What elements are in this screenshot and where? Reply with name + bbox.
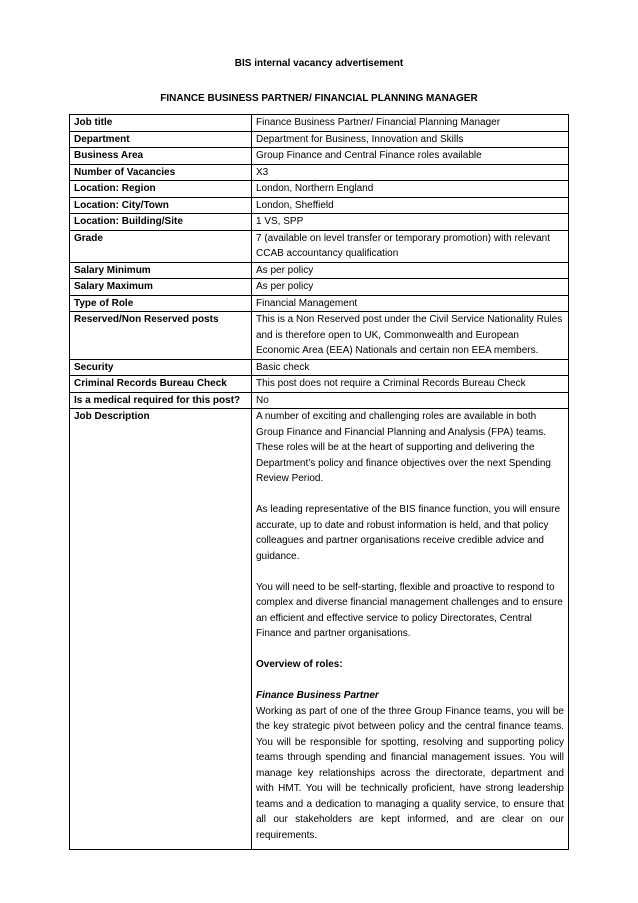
row-label: Location: Building/Site bbox=[70, 214, 252, 231]
document-title: BIS internal vacancy advertisement bbox=[234, 58, 404, 69]
table-row bbox=[70, 279, 569, 296]
row-value: Group Finance and Central Finance roles available bbox=[252, 148, 569, 165]
row-label: Salary Maximum bbox=[70, 279, 252, 296]
vacancy-table-body bbox=[70, 115, 569, 850]
row-value: Financial Management bbox=[252, 295, 569, 312]
row-label: Location: City/Town bbox=[70, 197, 252, 214]
table-row bbox=[70, 148, 569, 165]
job-description-paragraph: You will need to be self-starting, flexible and proactive to respond to complex and diverse financial management challenges and to ensure an efficient and effective service to policy Directorates, Central Finance and partner organisations. bbox=[256, 581, 563, 639]
table-row bbox=[70, 376, 569, 393]
row-value: No bbox=[252, 392, 569, 409]
row-label: Grade bbox=[70, 230, 252, 262]
row-label: Reserved/Non Reserved posts bbox=[70, 312, 252, 360]
role-block bbox=[256, 688, 564, 843]
job-description-paragraph: A number of exciting and challenging roles are available in both Group Finance and Financial Planning and Analysis (FPA) teams. These roles will be at the heart of supporting and delivering the Department’s policy and finance objectives over the next Spending Review Period. bbox=[256, 411, 551, 484]
table-row bbox=[70, 115, 569, 132]
table-row bbox=[70, 197, 569, 214]
job-description-row bbox=[70, 409, 569, 850]
row-label: Criminal Records Bureau Check bbox=[70, 376, 252, 393]
job-description-text bbox=[252, 409, 569, 850]
row-label: Department bbox=[70, 131, 252, 148]
row-value: London, Northern England bbox=[252, 181, 569, 198]
table-row bbox=[70, 312, 569, 360]
table-row bbox=[70, 262, 569, 279]
row-value: London, Sheffield bbox=[252, 197, 569, 214]
document-subtitle: FINANCE BUSINESS PARTNER/ FINANCIAL PLANNING MANAGER bbox=[160, 93, 478, 104]
row-value: Finance Business Partner/ Financial Planning Manager bbox=[252, 115, 569, 132]
table-row bbox=[70, 295, 569, 312]
row-label: Location: Region bbox=[70, 181, 252, 198]
overview-heading: Overview of roles: bbox=[256, 659, 343, 670]
row-value: 7 (available on level transfer or temporary promotion) with relevant CCAB accountancy qualification bbox=[252, 230, 569, 262]
row-label: Security bbox=[70, 359, 252, 376]
row-value: X3 bbox=[252, 164, 569, 181]
table-row bbox=[70, 214, 569, 231]
row-label: Is a medical required for this post? bbox=[70, 392, 252, 409]
row-value: This is a Non Reserved post under the Civil Service Nationality Rules and is therefore open to UK, Commonwealth and European Economic Area (EEA) Nationals and certain non EEA members. bbox=[252, 312, 569, 360]
vacancy-table bbox=[69, 114, 569, 850]
role-text: Working as part of one of the three Group Finance teams, you will be the key strategic pivot between policy and the central finance teams. You will be responsible for spotting, resolving and supporting policy teams through spending and financial management issues. You will manage key relationships across the directorate, department and with HMT. You will be technically proficient, have strong leadership teams and a dedication to managing a quality service, to ensure that all our stakeholders are kept informed, and are clear on our requirements. bbox=[256, 705, 564, 841]
table-row bbox=[70, 164, 569, 181]
job-description-paragraph: As leading representative of the BIS finance function, you will ensure accurate, up to date and robust information is held, and that policy colleagues and partner organisations receive credible advice and guidance. bbox=[256, 504, 561, 562]
table-row bbox=[70, 392, 569, 409]
row-value: 1 VS, SPP bbox=[252, 214, 569, 231]
row-label: Number of Vacancies bbox=[70, 164, 252, 181]
row-label: Type of Role bbox=[70, 295, 252, 312]
row-value: As per policy bbox=[252, 262, 569, 279]
row-value: As per policy bbox=[252, 279, 569, 296]
table-row bbox=[70, 230, 569, 262]
table-row bbox=[70, 181, 569, 198]
row-value: Basic check bbox=[252, 359, 569, 376]
table-row bbox=[70, 131, 569, 148]
row-label: Job title bbox=[70, 115, 252, 132]
row-value: Department for Business, Innovation and Skills bbox=[252, 131, 569, 148]
row-label: Business Area bbox=[70, 148, 252, 165]
row-label: Salary Minimum bbox=[70, 262, 252, 279]
row-value: This post does not require a Criminal Records Bureau Check bbox=[252, 376, 569, 393]
role-title: Finance Business Partner bbox=[256, 690, 379, 701]
job-description-label: Job Description bbox=[70, 409, 252, 850]
table-row bbox=[70, 359, 569, 376]
